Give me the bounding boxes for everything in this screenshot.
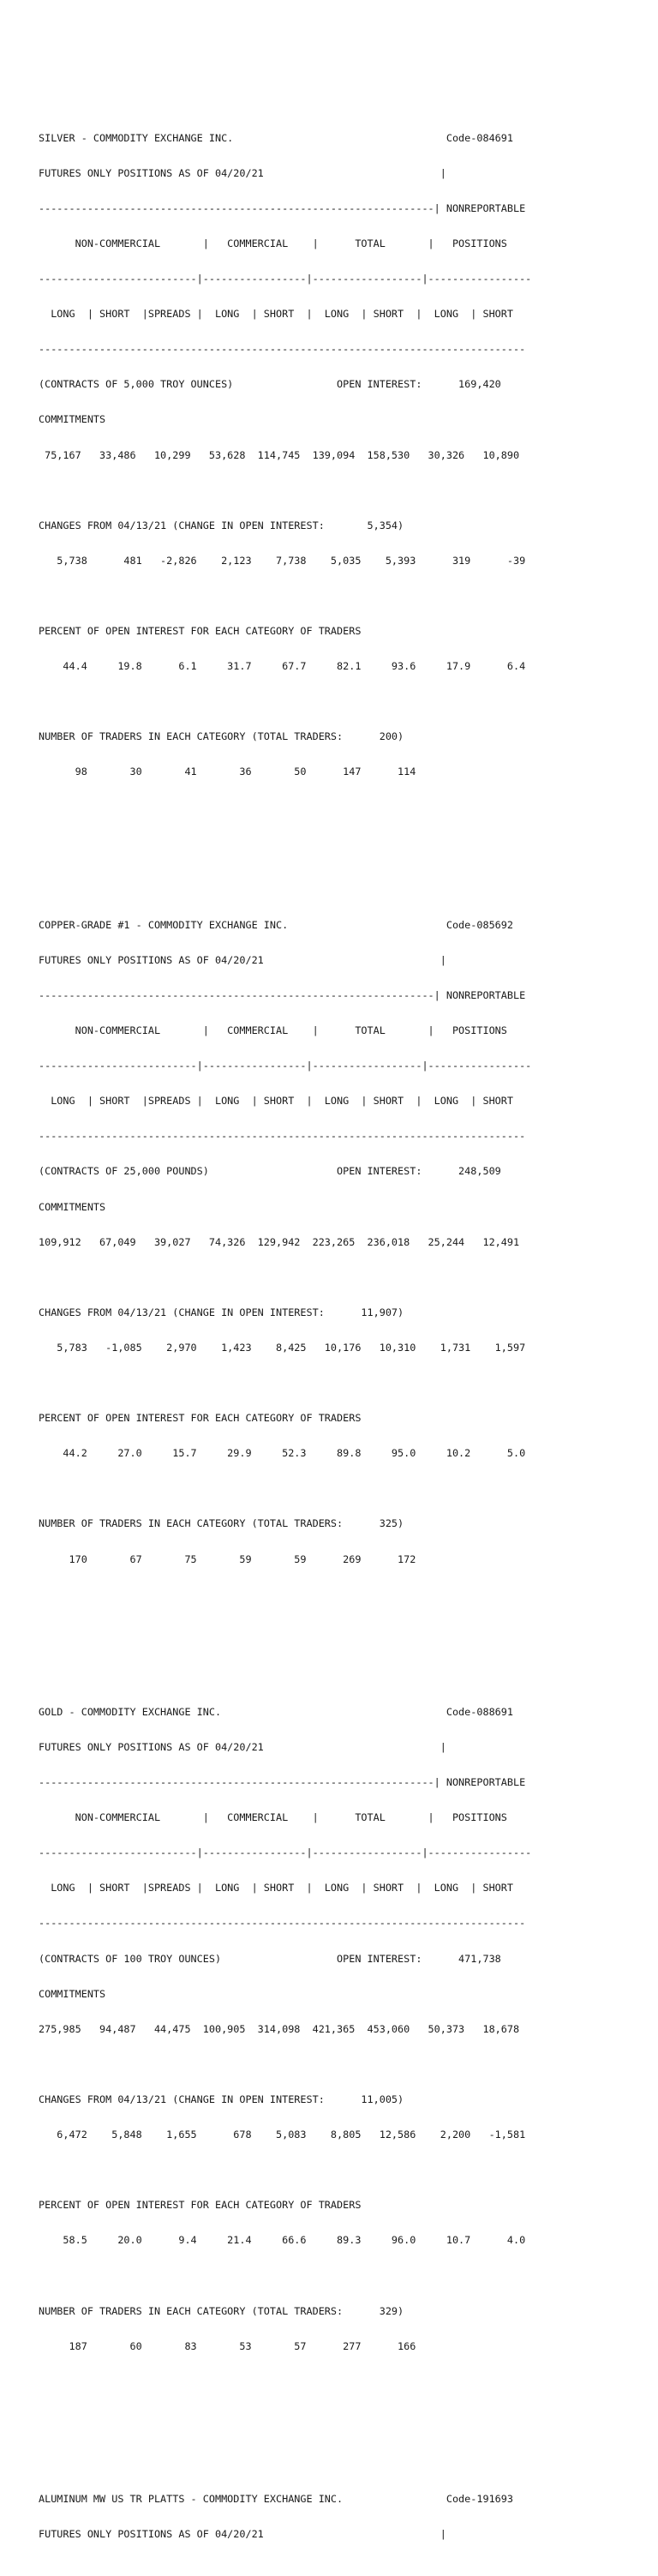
header-rule-mid: --------------------------|-----------------|------------------|----------------- <box>39 1846 532 1859</box>
contracts-line: (CONTRACTS OF 25,000 POUNDS) OPEN INTEREST: 248,509 <box>39 1165 501 1178</box>
percent-label: PERCENT OF OPEN INTEREST FOR EACH CATEGORY OF TRADERS <box>39 1412 362 1425</box>
commitments-row: 75,167 33,486 10,299 53,628 114,745 139,094 158,530 30,326 10,890 <box>39 448 520 461</box>
commitments-label: COMMITMENTS <box>39 1987 106 2000</box>
traders-row: 98 30 41 36 50 147 114 <box>39 766 416 778</box>
percent-label: PERCENT OF OPEN INTEREST FOR EACH CATEGORY OF TRADERS <box>39 2199 362 2212</box>
changes-row: 5,738 481 -2,826 2,123 7,738 5,035 5,393 319 -39 <box>39 554 526 567</box>
header-rule-top: -----------------------------------------------------------------| NONREPORTABLE <box>39 201 526 214</box>
contracts-line: (CONTRACTS OF 5,000 TROY OUNCES) OPEN INTEREST: 169,420 <box>39 378 501 391</box>
header-groups: NON-COMMERCIAL | COMMERCIAL | TOTAL | POSITIONS <box>39 1811 507 1824</box>
section-title: COPPER-GRADE #1 - COMMODITY EXCHANGE INC. Code-085692 <box>39 918 513 931</box>
header-rule-top: -----------------------------------------------------------------| NONREPORTABLE <box>39 988 526 1001</box>
commitments-row: 109,912 67,049 39,027 74,326 129,942 223,265 236,018 25,244 12,491 <box>39 1235 520 1248</box>
section-subtitle: FUTURES ONLY POSITIONS AS OF 04/20/21 | <box>39 166 446 179</box>
percent-row: 44.4 19.8 6.1 31.7 67.7 82.1 93.6 17.9 6.4 <box>39 660 526 673</box>
traders-label: NUMBER OF TRADERS IN EACH CATEGORY (TOTAL TRADERS: 200) <box>39 730 404 743</box>
percent-label: PERCENT OF OPEN INTEREST FOR EACH CATEGORY OF TRADERS <box>39 625 362 638</box>
traders-row: 187 60 83 53 57 277 166 <box>39 2339 416 2352</box>
traders-label: NUMBER OF TRADERS IN EACH CATEGORY (TOTAL TRADERS: 325) <box>39 1517 404 1530</box>
cot-report <box>39 74 531 2576</box>
section-subtitle: FUTURES ONLY POSITIONS AS OF 04/20/21 | <box>39 953 446 966</box>
header-columns: LONG | SHORT |SPREADS | LONG | SHORT | LONG | SHORT | LONG | SHORT <box>39 308 513 321</box>
commitments-label: COMMITMENTS <box>39 413 106 426</box>
percent-row: 58.5 20.0 9.4 21.4 66.6 89.3 96.0 10.7 4.0 <box>39 2234 526 2247</box>
traders-label: NUMBER OF TRADERS IN EACH CATEGORY (TOTAL TRADERS: 329) <box>39 2304 404 2317</box>
header-columns: LONG | SHORT |SPREADS | LONG | SHORT | LONG | SHORT | LONG | SHORT <box>39 1095 513 1108</box>
section-subtitle: FUTURES ONLY POSITIONS AS OF 04/20/21 | <box>39 2527 446 2540</box>
header-rule-mid: --------------------------|-----------------|------------------|----------------- <box>39 272 532 285</box>
section-title: SILVER - COMMODITY EXCHANGE INC. Code-084691 <box>39 131 513 144</box>
traders-row: 170 67 75 59 59 269 172 <box>39 1552 416 1565</box>
contracts-line: (CONTRACTS OF 100 TROY OUNCES) OPEN INTEREST: 471,738 <box>39 1952 501 1965</box>
changes-label: CHANGES FROM 04/13/21 (CHANGE IN OPEN INTEREST: 11,005) <box>39 2093 404 2105</box>
commitments-row: 275,985 94,487 44,475 100,905 314,098 421,365 453,060 50,373 18,678 <box>39 2022 520 2035</box>
changes-label: CHANGES FROM 04/13/21 (CHANGE IN OPEN INTEREST: 11,907) <box>39 1306 404 1318</box>
section-subtitle: FUTURES ONLY POSITIONS AS OF 04/20/21 | <box>39 1740 446 1753</box>
report-section-copper <box>39 896 531 1588</box>
header-columns: LONG | SHORT |SPREADS | LONG | SHORT | LONG | SHORT | LONG | SHORT <box>39 1882 513 1894</box>
changes-label: CHANGES FROM 04/13/21 (CHANGE IN OPEN INTEREST: 5,354) <box>39 519 404 531</box>
section-title: GOLD - COMMODITY EXCHANGE INC. Code-088691 <box>39 1705 513 1718</box>
header-rule-top: -----------------------------------------------------------------| NONREPORTABLE <box>39 1775 526 1788</box>
report-section-gold <box>39 1683 531 2375</box>
header-rule-bottom: -------------------------------------------------------------------------------- <box>39 1917 526 1930</box>
header-groups: NON-COMMERCIAL | COMMERCIAL | TOTAL | POSITIONS <box>39 1024 507 1036</box>
changes-row: 5,783 -1,085 2,970 1,423 8,425 10,176 10,310 1,731 1,597 <box>39 1341 526 1354</box>
header-rule-mid: --------------------------|-----------------|------------------|----------------- <box>39 1060 532 1072</box>
report-section-silver <box>39 109 531 802</box>
percent-row: 44.2 27.0 15.7 29.9 52.3 89.8 95.0 10.2 5.0 <box>39 1447 526 1460</box>
header-rule-bottom: -------------------------------------------------------------------------------- <box>39 343 526 356</box>
changes-row: 6,472 5,848 1,655 678 5,083 8,805 12,586 2,200 -1,581 <box>39 2129 526 2141</box>
commitments-label: COMMITMENTS <box>39 1200 106 1213</box>
header-groups: NON-COMMERCIAL | COMMERCIAL | TOTAL | POSITIONS <box>39 237 507 249</box>
header-rule-bottom: -------------------------------------------------------------------------------- <box>39 1130 526 1143</box>
section-title: ALUMINUM MW US TR PLATTS - COMMODITY EXCHANGE INC. Code-191693 <box>39 2492 513 2505</box>
report-section-aluminum <box>39 2470 531 2564</box>
